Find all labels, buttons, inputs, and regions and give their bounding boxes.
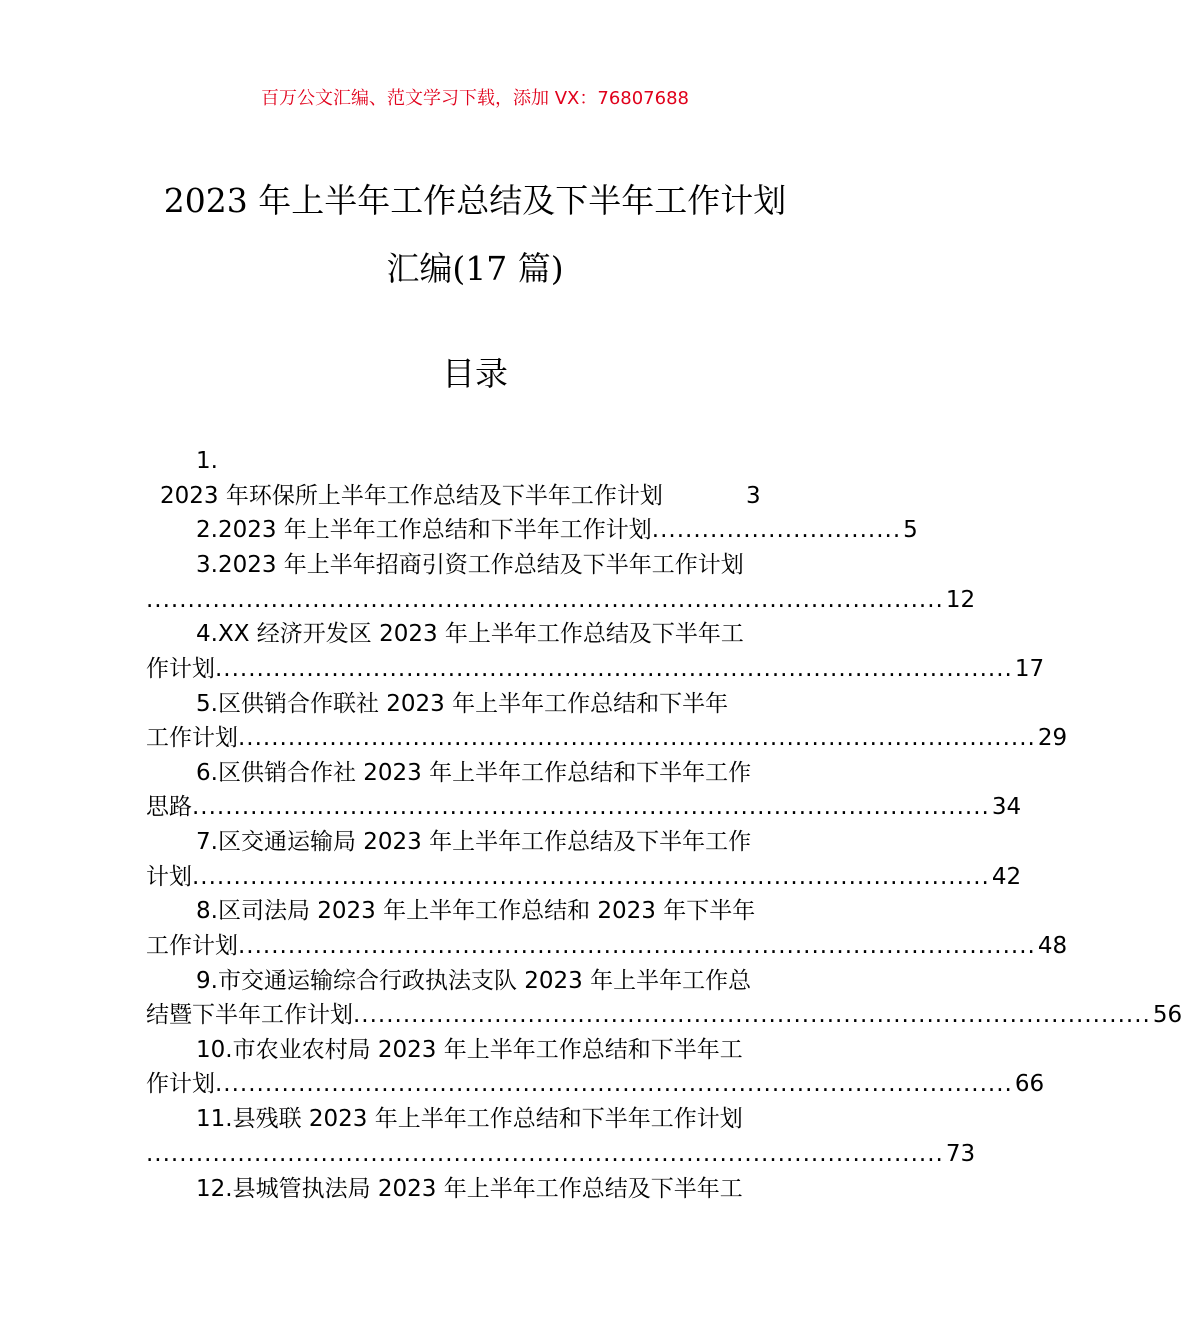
toc-entry-6-title[interactable]: 6.区供销合作社 2023 年上半年工作总结和下半年工作 (196, 760, 752, 786)
toc-entry-2-title: 2.2023 年上半年工作总结和下半年工作计划 (196, 517, 652, 543)
toc-entry-3-page: 12 (945, 587, 976, 613)
document-title-line-2: 汇编(17 篇) (386, 249, 564, 288)
dot-leader: ................................................................................................ (192, 864, 990, 890)
toc-entry-2[interactable] (196, 515, 918, 545)
dot-leader: ................................................................................................ (238, 933, 1036, 959)
toc-entry-4-page: 17 (1014, 656, 1045, 682)
toc-entry-3-title[interactable]: 3.2023 年上半年招商引资工作总结及下半年工作计划 (196, 552, 744, 578)
toc-entry-11-title[interactable]: 11.县残联 2023 年上半年工作总结和下半年工作计划 (196, 1106, 743, 1132)
toc-entry-5-page: 29 (1037, 725, 1068, 751)
toc-entry-9-title[interactable]: 9.市交通运输综合行政执法支队 2023 年上半年工作总 (196, 968, 752, 994)
toc-entry-10-title[interactable]: 10.市农业农村局 2023 年上半年工作总结和下半年工 (196, 1037, 743, 1063)
dot-leader: .............................. (651, 517, 902, 543)
toc-entry-8-page: 48 (1037, 933, 1068, 959)
document-title-line-1: 2023 年上半年工作总结及下半年工作计划 (163, 181, 787, 220)
header-note: 百万公文汇编、范文学习下载，添加 VX：76807688 (261, 88, 689, 109)
toc-entry-9-leader-row (146, 1000, 1182, 1030)
toc-entry-12-title[interactable]: 12.县城管执法局 2023 年上半年工作总结及下半年工 (196, 1176, 743, 1202)
toc-entry-7-leader-row (146, 862, 1022, 892)
toc-entry-7-title-cont: 计划 (146, 864, 192, 890)
toc-entry-9-page: 56 (1152, 1002, 1182, 1028)
dot-leader: ................................................................................................ (215, 1071, 1013, 1097)
toc-entry-10-leader-row (146, 1069, 1045, 1099)
toc-entry-9-title-cont: 结暨下半年工作计划 (146, 1002, 353, 1028)
toc-entry-8-title-cont: 工作计划 (146, 933, 238, 959)
toc-entry-8-leader-row (146, 931, 1068, 961)
toc-entry-4-leader-row (146, 654, 1045, 684)
dot-leader: ................................................................................................ (215, 656, 1013, 682)
toc-entry-2-page: 5 (903, 517, 918, 543)
toc-entry-4-title[interactable]: 4.XX 经济开发区 2023 年上半年工作总结及下半年工 (196, 621, 744, 647)
toc-entry-11-leader-row (146, 1139, 976, 1169)
dot-leader: ................................................................................................ (146, 1141, 944, 1167)
toc-entry-5-title[interactable]: 5.区供销合作联社 2023 年上半年工作总结和下半年 (196, 691, 729, 717)
toc-entry-10-title-cont: 作计划 (146, 1071, 215, 1097)
toc-entry-1-title[interactable]: 2023 年环保所上半年工作总结及下半年工作计划 (160, 483, 663, 509)
toc-heading: 目录 (442, 354, 508, 393)
toc-entry-7-title[interactable]: 7.区交通运输局 2023 年上半年工作总结及下半年工作 (196, 829, 752, 855)
toc-entry-6-title-cont: 思路 (146, 794, 192, 820)
toc-entry-10-page: 66 (1014, 1071, 1045, 1097)
dot-leader: ................................................................................................ (192, 794, 990, 820)
toc-entry-6-leader-row (146, 792, 1022, 822)
toc-entry-6-page: 34 (991, 794, 1022, 820)
dot-leader: ................................................................................................ (146, 587, 944, 613)
toc-entry-3-leader-row (146, 585, 976, 615)
dot-leader: ................................................................................................ (238, 725, 1036, 751)
toc-entry-8-title[interactable]: 8.区司法局 2023 年上半年工作总结和 2023 年下半年 (196, 898, 756, 924)
toc-entry-1-number: 1. (196, 448, 218, 474)
toc-entry-7-page: 42 (991, 864, 1022, 890)
dot-leader: ................................................................................................ (353, 1002, 1151, 1028)
toc-entry-5-leader-row (146, 723, 1068, 753)
toc-entry-11-page: 73 (945, 1141, 976, 1167)
toc-entry-1-page: 3 (746, 483, 761, 509)
toc-entry-5-title-cont: 工作计划 (146, 725, 238, 751)
toc-entry-4-title-cont: 作计划 (146, 656, 215, 682)
